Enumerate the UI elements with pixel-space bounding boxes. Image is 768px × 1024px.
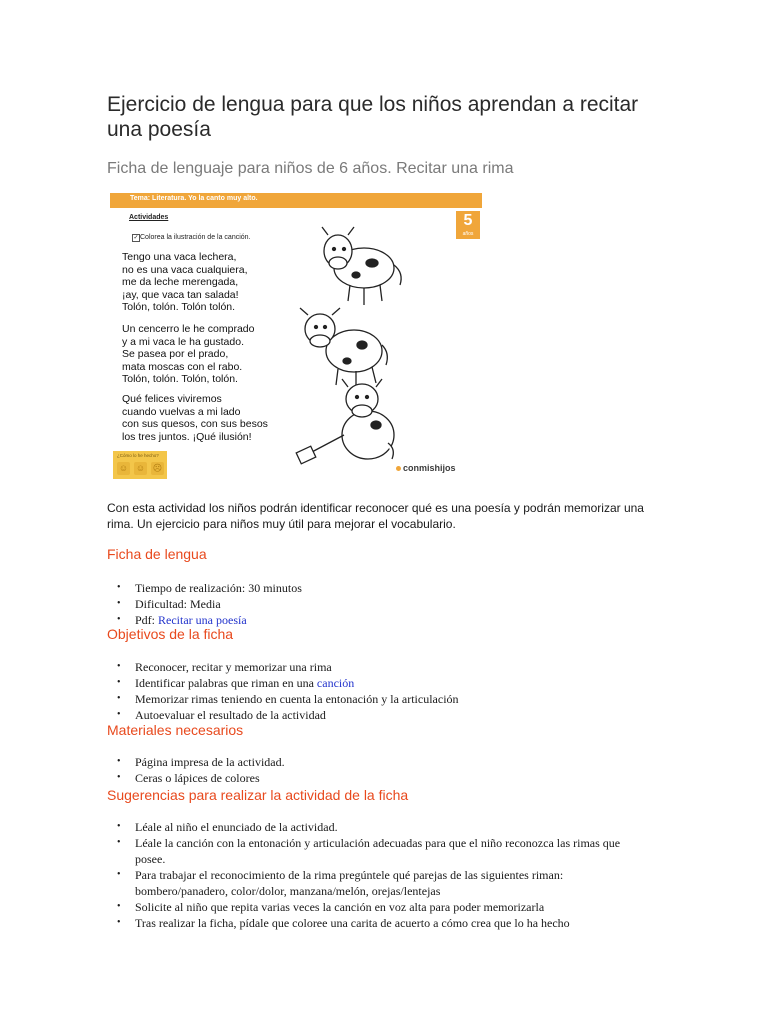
bullet-icon: • [117, 901, 121, 912]
bullet-icon: • [117, 677, 121, 688]
list-item-text: Léale la canción con la entonación y articulación adecuadas para que el niño reconozca las rimas que posee. [135, 836, 621, 866]
list-item-text: Reconocer, recitar y memorizar una rima [135, 660, 332, 674]
list-item-text: Solicite al niño que repita varias veces la canción en voz alta para poder memorizarla [135, 900, 545, 914]
worksheet-banner [110, 193, 482, 208]
list-item [107, 691, 667, 707]
bullet-icon: • [117, 614, 121, 625]
poem-line: Qué felices viviremos [122, 393, 222, 405]
list-item [107, 899, 647, 915]
list-item [107, 835, 647, 867]
worksheet-section-title: Actividades [129, 214, 169, 221]
list-item-text: Tiempo de realización: 30 minutos [135, 581, 302, 595]
smiley-icon: ☺ [135, 463, 146, 473]
bullet-icon: • [117, 756, 121, 767]
smiley-icon: ☹ [152, 463, 163, 473]
list-item [107, 754, 667, 770]
intro-paragraph: Con esta actividad los niños podrán identificar reconocer qué es una poesía y podrán memorizar una rima. Un ejercicio para niños muy útil para mejorar el vocabulario. [107, 501, 644, 531]
checkbox-icon: ✓ [133, 235, 139, 241]
list-item [107, 867, 647, 899]
poem-line: Tolón, tolón. Tolón, tolón. [122, 373, 238, 386]
bullet-icon: • [117, 693, 121, 704]
bullet-icon: • [117, 821, 121, 832]
bullet-icon: • [117, 582, 121, 593]
brand-logo-icon [396, 466, 401, 471]
section-heading-objetivos: Objetivos de la ficha [107, 626, 234, 642]
list-item [107, 819, 647, 835]
list-item-text: Página impresa de la actividad. [135, 755, 285, 769]
age-badge [456, 211, 480, 239]
pdf-link[interactable]: Recitar una poesía [158, 613, 247, 627]
list-item-text: Léale al niño el enunciado de la actividad. [135, 820, 338, 834]
poem-line: con sus quesos, con sus besos [122, 418, 268, 431]
age-badge-number: 5 [463, 212, 473, 229]
page-subtitle: Ficha de lenguaje para niños de 6 años. Recitar una rima [107, 160, 514, 177]
poem-stanza-2 [122, 323, 255, 386]
bullet-icon: • [117, 709, 121, 720]
list-item-text: Autoevaluar el resultado de la actividad [135, 708, 326, 722]
cancion-link[interactable]: canción [316, 676, 355, 690]
self-evaluation-box [113, 451, 167, 479]
ficha-list [107, 580, 667, 628]
page-title: Ejercicio de lengua para que los niños aprendan a recitar una poesía [107, 93, 639, 141]
cow-illustration [292, 213, 452, 465]
poem-line: los tres juntos. ¡Qué ilusión! [122, 430, 252, 443]
age-badge-label: años [462, 231, 474, 237]
section-heading-sugerencias: Sugerencias para realizar la actividad de la ficha [107, 787, 409, 803]
list-item [107, 675, 667, 691]
objetivos-list [107, 659, 667, 723]
poem-line: mata moscas con el rabo. [122, 360, 243, 373]
bullet-icon: • [117, 598, 121, 609]
poem-line: Tengo una vaca lechera, [122, 251, 237, 263]
bullet-icon: • [117, 917, 121, 928]
poem-line: Se pasea por el prado, [122, 348, 229, 361]
bullet-icon: • [117, 661, 121, 672]
bullet-icon: • [117, 869, 121, 880]
list-item-text: Identificar palabras que riman en una [135, 676, 317, 690]
materiales-list [107, 754, 667, 786]
list-item-text: Dificultad: Media [135, 597, 221, 611]
list-item [107, 707, 667, 723]
bullet-icon: • [117, 772, 121, 783]
section-heading-ficha: Ficha de lengua [107, 546, 207, 562]
worksheet-brand-text: conmishijos [403, 463, 456, 473]
poem-line: Un cencerro le he comprado [122, 323, 255, 335]
sugerencias-list [107, 819, 647, 931]
worksheet-brand [396, 463, 456, 473]
list-item [107, 580, 667, 596]
poem-stanza-1 [122, 251, 248, 314]
worksheet-image [110, 193, 482, 485]
list-item-text: Pdf: [135, 613, 159, 627]
list-item-text: Ceras o lápices de colores [135, 771, 260, 785]
list-item [107, 915, 647, 931]
bullet-icon: • [117, 837, 121, 848]
poem-stanza-3 [122, 393, 268, 443]
list-item-text: Memorizar rimas teniendo en cuenta la entonación y la articulación [135, 692, 459, 706]
poem-line: me da leche merengada, [122, 276, 239, 289]
poem-line: cuando vuelvas a mi lado [122, 405, 241, 418]
self-evaluation-label: ¿Cómo lo he hecho? [117, 453, 159, 458]
smiley-icon: ☺ [118, 463, 129, 473]
list-item [107, 770, 667, 786]
list-item [107, 659, 667, 675]
list-item [107, 596, 667, 612]
poem-line: no es una vaca cualquiera, [122, 263, 248, 276]
list-item-text: Para trabajar el reconocimiento de la rima pregúntele qué parejas de las siguientes riman: bombero/panadero, color/dolor, manzana/melón, orejas/lentejas [135, 868, 564, 898]
poem-line: Tolón, tolón. Tolón tolón. [122, 301, 236, 314]
list-item-text: Tras realizar la ficha, pídale que coloree una carita de acuerto a cómo crea que lo ha hecho [135, 916, 570, 930]
worksheet-banner-text: Tema: Literatura. Yo la canto muy alto. [130, 195, 258, 202]
poem-line: y a mi vaca le ha gustado. [122, 335, 244, 348]
worksheet-instruction: Colorea la ilustración de la canción. [140, 234, 251, 241]
poem-line: ¡ay, que vaca tan salada! [122, 288, 239, 301]
section-heading-materiales: Materiales necesarios [107, 722, 244, 738]
